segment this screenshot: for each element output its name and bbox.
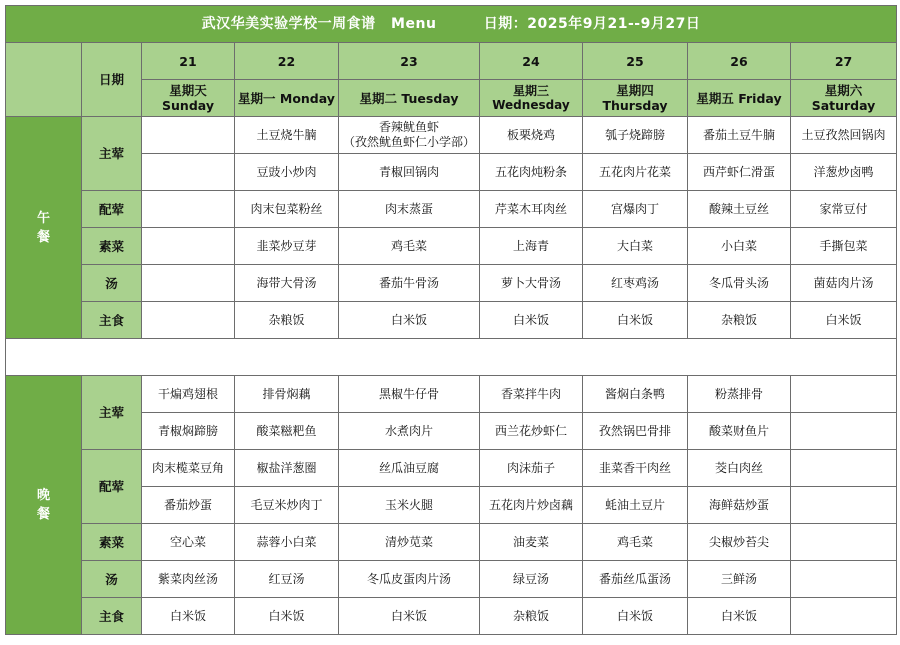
date-21: 21 xyxy=(142,43,235,80)
dinner-main2-day-6 xyxy=(791,413,897,450)
dinner-soup-day-0: 紫菜肉丝汤 xyxy=(142,561,235,598)
dinner-side2-day-5: 海鲜菇炒蛋 xyxy=(688,487,791,524)
lunch-soup-day-3: 萝卜大骨汤 xyxy=(480,265,583,302)
dinner-main1-day-2: 黑椒牛仔骨 xyxy=(339,376,480,413)
dinner-side2-day-1: 毛豆米炒肉丁 xyxy=(235,487,339,524)
date-25: 25 xyxy=(583,43,688,80)
lunch-veg-day-5: 小白菜 xyxy=(688,228,791,265)
dinner-main1-day-5: 粉蒸排骨 xyxy=(688,376,791,413)
lunch-soup-day-5: 冬瓜骨头汤 xyxy=(688,265,791,302)
lunch-veg-day-2: 鸡毛菜 xyxy=(339,228,480,265)
lunch-soup-day-1: 海带大骨汤 xyxy=(235,265,339,302)
date-23: 23 xyxy=(339,43,480,80)
dinner-main2-day-5: 酸菜财鱼片 xyxy=(688,413,791,450)
dinner-veg-day-6 xyxy=(791,524,897,561)
lunch-veg-day-1: 韭菜炒豆芽 xyxy=(235,228,339,265)
lunch-label: 午 餐 xyxy=(6,117,82,339)
dinner-soup-day-2: 冬瓜皮蛋肉片汤 xyxy=(339,561,480,598)
dinner-side2-day-0: 番茄炒蛋 xyxy=(142,487,235,524)
lunch-main1-day-6: 土豆孜然回锅肉 xyxy=(791,117,897,154)
dinner-soup-day-6 xyxy=(791,561,897,598)
lunch-category-vegetable: 素菜 xyxy=(82,228,142,265)
dinner-side1-day-4: 韭菜香干肉丝 xyxy=(583,450,688,487)
lunch-main1-day-5: 番茄土豆牛腩 xyxy=(688,117,791,154)
dinner-side1-day-1: 椒盐洋葱圈 xyxy=(235,450,339,487)
lunch-veg-day-4: 大白菜 xyxy=(583,228,688,265)
lunch-side-day-3: 芹菜木耳肉丝 xyxy=(480,191,583,228)
lunch-main1-day-4: 瓠子烧蹄膀 xyxy=(583,117,688,154)
lunch-staple-day-6: 白米饭 xyxy=(791,302,897,339)
weekday-2: 星期二 Tuesday xyxy=(339,80,480,117)
lunch-category-side_dish: 配荤 xyxy=(82,191,142,228)
dinner-veg-day-4: 鸡毛菜 xyxy=(583,524,688,561)
lunch-main2-day-5: 西芹虾仁滑蛋 xyxy=(688,154,791,191)
dinner-staple-day-5: 白米饭 xyxy=(688,598,791,635)
lunch-main2-day-0 xyxy=(142,154,235,191)
lunch-side-day-1: 肉末包菜粉丝 xyxy=(235,191,339,228)
date-26: 26 xyxy=(688,43,791,80)
lunch-category-staple: 主食 xyxy=(82,302,142,339)
lunch-main1-day-0 xyxy=(142,117,235,154)
lunch-veg-day-3: 上海青 xyxy=(480,228,583,265)
dinner-soup-day-4: 番茄丝瓜蛋汤 xyxy=(583,561,688,598)
lunch-side-day-2: 肉末蒸蛋 xyxy=(339,191,480,228)
dinner-category-main_dish: 主荤 xyxy=(82,376,142,450)
menu-title xyxy=(6,6,897,43)
dinner-veg-day-1: 蒜蓉小白菜 xyxy=(235,524,339,561)
weekday-0: 星期天 Sunday xyxy=(142,80,235,117)
date-label: 日期 xyxy=(82,43,142,117)
lunch-staple-day-1: 杂粮饭 xyxy=(235,302,339,339)
dinner-staple-day-1: 白米饭 xyxy=(235,598,339,635)
lunch-main1-day-3: 板栗烧鸡 xyxy=(480,117,583,154)
dinner-staple-day-4: 白米饭 xyxy=(583,598,688,635)
weekly-menu-table xyxy=(5,5,897,635)
lunch-side-day-4: 宫爆肉丁 xyxy=(583,191,688,228)
lunch-main2-day-3: 五花肉炖粉条 xyxy=(480,154,583,191)
lunch-veg-day-0 xyxy=(142,228,235,265)
dinner-side1-day-0: 肉末榄菜豆角 xyxy=(142,450,235,487)
school-name: 武汉华美实验学校一周食谱 xyxy=(201,15,376,32)
dinner-soup-day-1: 红豆汤 xyxy=(235,561,339,598)
dinner-side1-day-6 xyxy=(791,450,897,487)
dinner-veg-day-0: 空心菜 xyxy=(142,524,235,561)
dinner-side2-day-4: 蚝油土豆片 xyxy=(583,487,688,524)
date-27: 27 xyxy=(791,43,897,80)
meal-separator xyxy=(6,339,897,376)
dinner-soup-day-5: 三鲜汤 xyxy=(688,561,791,598)
date-24: 24 xyxy=(480,43,583,80)
dinner-category-side_dish: 配荤 xyxy=(82,450,142,524)
dinner-main2-day-4: 孜然锅巴骨排 xyxy=(583,413,688,450)
dinner-main2-day-1: 酸菜糍粑鱼 xyxy=(235,413,339,450)
weekday-3: 星期三 Wednesday xyxy=(480,80,583,117)
dinner-side2-day-6 xyxy=(791,487,897,524)
lunch-side-day-6: 家常豆付 xyxy=(791,191,897,228)
weekday-4: 星期四 Thursday xyxy=(583,80,688,117)
lunch-soup-day-6: 菌菇肉片汤 xyxy=(791,265,897,302)
weekday-6: 星期六 Saturday xyxy=(791,80,897,117)
date-22: 22 xyxy=(235,43,339,80)
lunch-main2-day-6: 洋葱炒卤鸭 xyxy=(791,154,897,191)
lunch-side-day-0 xyxy=(142,191,235,228)
dinner-veg-day-3: 油麦菜 xyxy=(480,524,583,561)
lunch-staple-day-3: 白米饭 xyxy=(480,302,583,339)
menu-label: Menu xyxy=(391,15,437,32)
dinner-side1-day-5: 茭白肉丝 xyxy=(688,450,791,487)
lunch-side-day-5: 酸辣土豆丝 xyxy=(688,191,791,228)
lunch-staple-day-4: 白米饭 xyxy=(583,302,688,339)
dinner-category-vegetable: 素菜 xyxy=(82,524,142,561)
dinner-main1-day-3: 香菜拌牛肉 xyxy=(480,376,583,413)
dinner-staple-day-0: 白米饭 xyxy=(142,598,235,635)
dinner-main1-day-6 xyxy=(791,376,897,413)
lunch-veg-day-6: 手撕包菜 xyxy=(791,228,897,265)
dinner-staple-day-3: 杂粮饭 xyxy=(480,598,583,635)
dinner-staple-day-2: 白米饭 xyxy=(339,598,480,635)
dinner-side2-day-2: 玉米火腿 xyxy=(339,487,480,524)
lunch-soup-day-2: 番茄牛骨汤 xyxy=(339,265,480,302)
dinner-main1-day-1: 排骨焖藕 xyxy=(235,376,339,413)
dinner-label: 晚 餐 xyxy=(6,376,82,635)
weekday-1: 星期一 Monday xyxy=(235,80,339,117)
lunch-category-soup: 汤 xyxy=(82,265,142,302)
lunch-main2-day-1: 豆豉小炒肉 xyxy=(235,154,339,191)
weekday-5: 星期五 Friday xyxy=(688,80,791,117)
header-corner xyxy=(6,43,82,117)
dinner-side1-day-2: 丝瓜油豆腐 xyxy=(339,450,480,487)
dinner-main2-day-3: 西兰花炒虾仁 xyxy=(480,413,583,450)
dinner-side2-day-3: 五花肉片炒卤藕 xyxy=(480,487,583,524)
date-range: 日期：2025年9月21--9月27日 xyxy=(483,15,701,32)
dinner-main2-day-0: 青椒焖蹄膀 xyxy=(142,413,235,450)
dinner-main1-day-4: 酱焖白条鸭 xyxy=(583,376,688,413)
lunch-category-main_dish: 主荤 xyxy=(82,117,142,191)
dinner-category-staple: 主食 xyxy=(82,598,142,635)
lunch-soup-day-0 xyxy=(142,265,235,302)
lunch-main1-day-1: 土豆烧牛腩 xyxy=(235,117,339,154)
lunch-staple-day-0 xyxy=(142,302,235,339)
dinner-veg-day-5: 尖椒炒苔尖 xyxy=(688,524,791,561)
lunch-main2-day-2: 青椒回锅肉 xyxy=(339,154,480,191)
dinner-veg-day-2: 清炒苋菜 xyxy=(339,524,480,561)
dinner-staple-day-6 xyxy=(791,598,897,635)
lunch-main1-day-2: 香辣鱿鱼虾 （孜然鱿鱼虾仁小学部） xyxy=(339,117,480,154)
lunch-soup-day-4: 红枣鸡汤 xyxy=(583,265,688,302)
dinner-soup-day-3: 绿豆汤 xyxy=(480,561,583,598)
lunch-main2-day-4: 五花肉片花菜 xyxy=(583,154,688,191)
dinner-main2-day-2: 水煮肉片 xyxy=(339,413,480,450)
lunch-staple-day-2: 白米饭 xyxy=(339,302,480,339)
dinner-side1-day-3: 肉沫茄子 xyxy=(480,450,583,487)
dinner-category-soup: 汤 xyxy=(82,561,142,598)
dinner-main1-day-0: 干煸鸡翅根 xyxy=(142,376,235,413)
lunch-staple-day-5: 杂粮饭 xyxy=(688,302,791,339)
